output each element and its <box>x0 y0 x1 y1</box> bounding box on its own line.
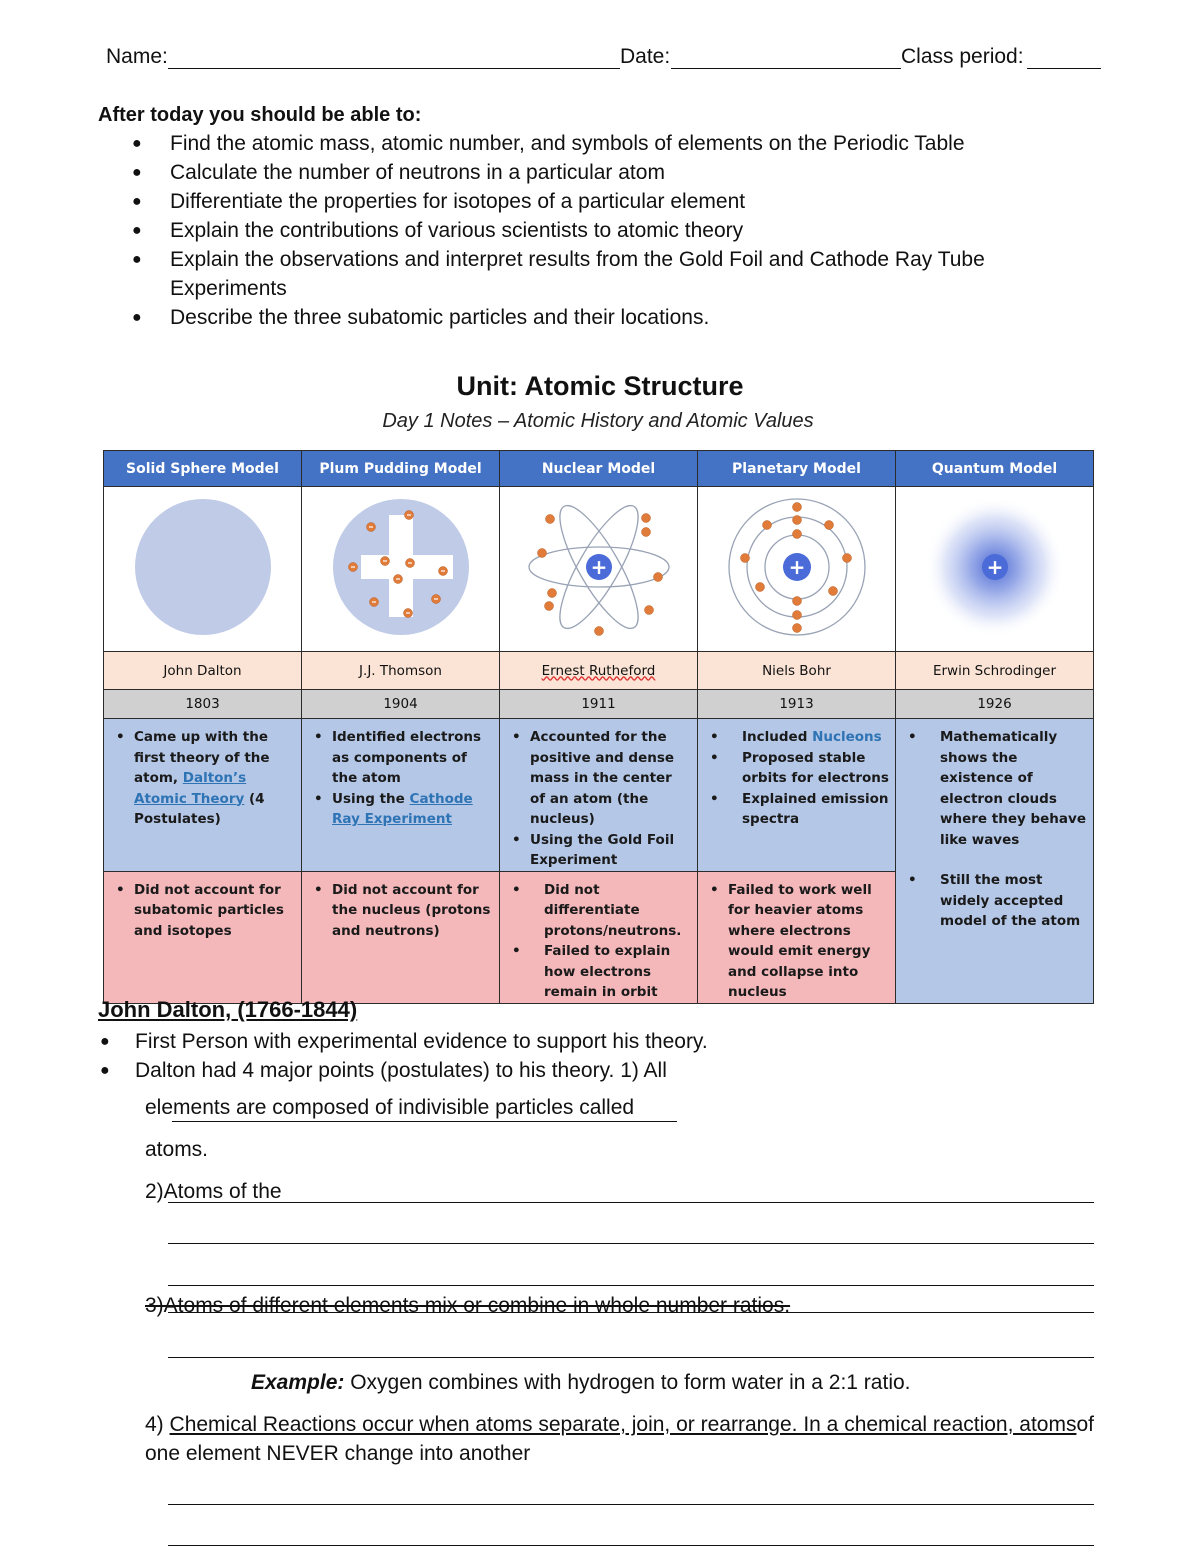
objectives-list <box>100 129 1040 332</box>
nucleus-plus-symbol: + <box>788 555 805 579</box>
postulate-4-answer-line-2[interactable] <box>168 1545 1094 1546</box>
rutherford-contributions <box>500 719 698 872</box>
list-item: • Did not account for the nucleus (protons and neutrons) <box>312 880 493 942</box>
list-item: • Failed to work well for heavier atoms where electrons would emit energy and collapse into nucleus <box>708 880 889 1003</box>
list-item: • Did not account for subatomic particles and isotopes <box>114 880 295 942</box>
example-text: Oxygen combines with hydrogen to form water in a 2:1 ratio. <box>350 1371 911 1394</box>
plum-pudding-diagram <box>303 487 499 647</box>
postulate-1-text: elements are composed of indivisible particles called <box>145 1096 635 1119</box>
rutherford-limitations <box>500 871 698 1003</box>
scientist-bohr: Niels Bohr <box>698 652 896 690</box>
cathode-ray-experiment-link[interactable]: Cathode Ray Experiment <box>332 790 473 827</box>
example-label: Example: <box>251 1371 345 1394</box>
postulate-1-line[interactable] <box>172 1121 677 1122</box>
objective-item: ● Explain the observations and interpret results from the Gold Foil and Cathode Ray Tube Experiments <box>100 245 1040 303</box>
nucleus-plus-symbol: + <box>590 555 607 579</box>
list-item: • Accounted for the positive and dense mass in the center of an atom (the nucleus) <box>510 727 691 830</box>
scientist-rutherford: Ernest Rutheford <box>500 652 698 690</box>
postulate-3-text: 3)Atoms of different elements mix or combine in whole number ratios. <box>145 1294 791 1317</box>
list-item: ● Dalton had 4 major points (postulates) to his theory. 1) All <box>100 1056 1000 1085</box>
nucleus-plus-symbol: + <box>986 555 1003 579</box>
dalton-atomic-theory-link[interactable]: Dalton’s Atomic Theory <box>134 770 247 807</box>
list-item: • Using the Gold Foil Experiment <box>510 830 691 871</box>
postulate-2-label: 2)Atoms of the <box>145 1180 282 1203</box>
list-item: • Explained emission spectra <box>708 789 889 830</box>
unit-title: Unit: Atomic Structure <box>456 371 744 401</box>
objective-item: ● Describe the three subatomic particles and their locations. <box>100 303 1040 332</box>
unit-subtitle: Day 1 Notes – Atomic History and Atomic Values <box>382 410 814 432</box>
postulate-3-line-2[interactable] <box>168 1357 1094 1358</box>
postulate-2-line-2[interactable] <box>168 1243 1094 1244</box>
thomson-limitations <box>302 871 500 1003</box>
solid-sphere-image <box>104 487 302 652</box>
list-item: • Did not differentiate protons/neutrons. <box>510 880 691 942</box>
class-period-label: Class period: <box>901 45 1024 68</box>
name-label: Name: <box>106 45 168 68</box>
list-item: • Failed to explain how electrons remain in orbit <box>510 941 691 1003</box>
header-nuclear: Nuclear Model <box>500 451 698 487</box>
name-field[interactable] <box>168 68 620 69</box>
date-field[interactable] <box>671 68 901 69</box>
list-item: ● First Person with experimental evidence to support his theory. <box>100 1027 1000 1056</box>
postulate-2-line[interactable] <box>168 1202 1094 1203</box>
solid-sphere-diagram <box>105 487 301 647</box>
scientist-dalton: John Dalton <box>104 652 302 690</box>
objectives-title: After today you should be able to: <box>98 104 422 126</box>
year-thomson: 1904 <box>302 690 500 719</box>
quantum-model-image <box>896 487 1094 652</box>
dalton-section-title: John Dalton, (1766-1844) <box>98 997 358 1022</box>
list-item: • Using the Cathode Ray Experiment <box>312 789 493 830</box>
list-item: • Proposed stable orbits for electrons <box>708 748 889 789</box>
list-item: • Included Nucleons <box>708 727 889 748</box>
planetary-model-image <box>698 487 896 652</box>
dalton-contributions <box>104 719 302 872</box>
atomic-models-table <box>103 450 1094 1004</box>
header-planetary: Planetary Model <box>698 451 896 487</box>
year-bohr: 1913 <box>698 690 896 719</box>
postulate-3-line[interactable] <box>168 1312 1094 1313</box>
scientist-schrodinger: Erwin Schrodinger <box>896 652 1094 690</box>
bohr-contributions <box>698 719 896 872</box>
list-item: • Mathematically shows the existence of electron clouds where they behave like waves <box>906 727 1087 850</box>
objective-item: ● Calculate the number of neutrons in a particular atom <box>100 158 1040 187</box>
postulate-2-line-3[interactable] <box>168 1285 1094 1286</box>
objective-item: ● Explain the contributions of various scientists to atomic theory <box>100 216 1040 245</box>
year-dalton: 1803 <box>104 690 302 719</box>
objective-item: ● Find the atomic mass, atomic number, and symbols of elements on the Periodic Table <box>100 129 1040 158</box>
nuclear-model-diagram <box>501 487 697 647</box>
quantum-model-diagram <box>897 487 1093 647</box>
dalton-bullets <box>100 1027 1000 1085</box>
dalton-limitations <box>104 871 302 1003</box>
postulate-1-end: atoms. <box>145 1138 209 1161</box>
bohr-limitations <box>698 871 896 1003</box>
year-schrodinger: 1926 <box>896 690 1094 719</box>
scientist-thomson: J.J. Thomson <box>302 652 500 690</box>
objective-item: ● Differentiate the properties for isotopes of a particular element <box>100 187 1040 216</box>
year-rutherford: 1911 <box>500 690 698 719</box>
list-item: • Came up with the first theory of the atom, Dalton’s Atomic Theory (4 Postulates) <box>114 727 295 830</box>
nucleons-term: Nucleons <box>812 729 882 745</box>
class-period-field[interactable] <box>1027 68 1101 69</box>
header-plum-pudding: Plum Pudding Model <box>302 451 500 487</box>
example-line <box>251 1371 911 1395</box>
schrodinger-notes <box>896 719 1094 1004</box>
postulate-4-line-2: one element NEVER change into another <box>145 1442 531 1465</box>
thomson-contributions <box>302 719 500 872</box>
header-solid-sphere: Solid Sphere Model <box>104 451 302 487</box>
nuclear-model-image <box>500 487 698 652</box>
postulate-4-answer-line[interactable] <box>168 1504 1094 1505</box>
date-label: Date: <box>620 45 671 68</box>
planetary-model-diagram <box>699 487 895 647</box>
list-item: • Identified electrons as components of the atom <box>312 727 493 789</box>
list-item: • Still the most widely accepted model of the atom <box>906 870 1087 932</box>
plum-pudding-image <box>302 487 500 652</box>
header-quantum: Quantum Model <box>896 451 1094 487</box>
postulate-4-text: 4) Chemical Reactions occur when atoms separate, join, or rearrange. In a chemical reaction, atomsof <box>145 1413 1094 1436</box>
